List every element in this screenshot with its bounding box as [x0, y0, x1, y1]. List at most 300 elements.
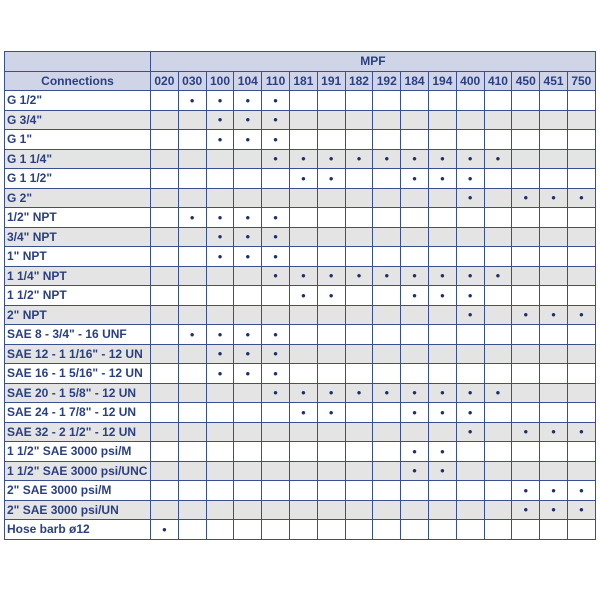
empty-cell: [178, 305, 206, 325]
empty-cell: [345, 247, 373, 267]
compatibility-dot: •: [206, 247, 234, 267]
empty-cell: [567, 403, 595, 423]
column-header-194: 194: [428, 71, 456, 91]
column-header-100: 100: [206, 71, 234, 91]
empty-cell: [512, 403, 540, 423]
table-row: [5, 520, 596, 540]
empty-cell: [484, 422, 512, 442]
empty-cell: [178, 247, 206, 267]
empty-cell: [373, 169, 401, 189]
compatibility-dot: •: [234, 247, 262, 267]
empty-cell: [373, 364, 401, 384]
empty-cell: [484, 344, 512, 364]
empty-cell: [373, 461, 401, 481]
compatibility-dot: •: [456, 422, 484, 442]
connections-compatibility-table: [4, 51, 596, 540]
compatibility-dot: •: [540, 305, 568, 325]
empty-cell: [456, 110, 484, 130]
empty-cell: [512, 91, 540, 111]
column-header-192: 192: [373, 71, 401, 91]
empty-cell: [373, 442, 401, 462]
empty-cell: [289, 110, 317, 130]
connection-label: G 1": [5, 130, 151, 150]
empty-cell: [484, 520, 512, 540]
empty-cell: [234, 149, 262, 169]
empty-cell: [317, 364, 345, 384]
empty-cell: [373, 403, 401, 423]
empty-cell: [428, 110, 456, 130]
compatibility-dot: •: [428, 403, 456, 423]
empty-cell: [567, 169, 595, 189]
connection-label: 3/4" NPT: [5, 227, 151, 247]
compatibility-dot: •: [373, 266, 401, 286]
compatibility-dot: •: [540, 422, 568, 442]
empty-cell: [151, 442, 179, 462]
compatibility-dot: •: [373, 383, 401, 403]
connection-label: 2" NPT: [5, 305, 151, 325]
compatibility-dot: •: [262, 130, 290, 150]
empty-cell: [484, 208, 512, 228]
empty-cell: [151, 91, 179, 111]
compatibility-dot: •: [456, 169, 484, 189]
empty-cell: [484, 305, 512, 325]
empty-cell: [345, 422, 373, 442]
empty-cell: [262, 169, 290, 189]
connection-label: 1 1/2" SAE 3000 psi/UNC: [5, 461, 151, 481]
empty-cell: [234, 520, 262, 540]
empty-cell: [151, 403, 179, 423]
empty-cell: [178, 110, 206, 130]
compatibility-dot: •: [512, 305, 540, 325]
connection-label: 2" SAE 3000 psi/UN: [5, 500, 151, 520]
table-row: [5, 344, 596, 364]
empty-cell: [206, 442, 234, 462]
empty-cell: [345, 286, 373, 306]
table-row: [5, 91, 596, 111]
empty-cell: [151, 227, 179, 247]
empty-cell: [484, 227, 512, 247]
empty-cell: [178, 383, 206, 403]
empty-cell: [428, 481, 456, 501]
table-row: [5, 130, 596, 150]
empty-cell: [234, 286, 262, 306]
compatibility-dot: •: [206, 110, 234, 130]
empty-cell: [373, 227, 401, 247]
empty-cell: [428, 422, 456, 442]
empty-cell: [428, 208, 456, 228]
connection-label: 1 1/2" NPT: [5, 286, 151, 306]
compatibility-dot: •: [401, 442, 429, 462]
compatibility-dot: •: [178, 91, 206, 111]
empty-cell: [317, 208, 345, 228]
empty-cell: [151, 500, 179, 520]
column-header-750: 750: [567, 71, 595, 91]
compatibility-dot: •: [401, 383, 429, 403]
empty-cell: [484, 325, 512, 345]
empty-cell: [428, 344, 456, 364]
empty-cell: [428, 188, 456, 208]
compatibility-dot: •: [567, 422, 595, 442]
empty-cell: [151, 383, 179, 403]
compatibility-dot: •: [484, 149, 512, 169]
connection-label: 1/2" NPT: [5, 208, 151, 228]
compatibility-dot: •: [567, 305, 595, 325]
empty-cell: [206, 500, 234, 520]
empty-cell: [289, 481, 317, 501]
compatibility-dot: •: [401, 286, 429, 306]
table-row: [5, 481, 596, 501]
empty-cell: [262, 520, 290, 540]
empty-cell: [512, 461, 540, 481]
empty-cell: [234, 403, 262, 423]
connection-label: 2" SAE 3000 psi/M: [5, 481, 151, 501]
compatibility-dot: •: [345, 383, 373, 403]
empty-cell: [484, 403, 512, 423]
table-row: [5, 403, 596, 423]
compatibility-dot: •: [345, 266, 373, 286]
compatibility-dot: •: [206, 208, 234, 228]
compatibility-dot: •: [178, 208, 206, 228]
table-row: [5, 188, 596, 208]
empty-cell: [373, 247, 401, 267]
empty-cell: [484, 364, 512, 384]
empty-cell: [540, 461, 568, 481]
compatibility-dot: •: [262, 383, 290, 403]
compatibility-dot: •: [456, 149, 484, 169]
empty-cell: [456, 344, 484, 364]
empty-cell: [567, 247, 595, 267]
empty-cell: [484, 169, 512, 189]
empty-cell: [345, 227, 373, 247]
empty-cell: [512, 208, 540, 228]
column-header-400: 400: [456, 71, 484, 91]
compatibility-dot: •: [234, 110, 262, 130]
compatibility-dot: •: [289, 286, 317, 306]
compatibility-dot: •: [234, 344, 262, 364]
table-body: [5, 91, 596, 540]
empty-cell: [512, 266, 540, 286]
connection-label: 1" NPT: [5, 247, 151, 267]
empty-cell: [456, 500, 484, 520]
compatibility-dot: •: [317, 286, 345, 306]
compatibility-dot: •: [262, 266, 290, 286]
empty-cell: [206, 403, 234, 423]
column-header-184: 184: [401, 71, 429, 91]
empty-cell: [289, 422, 317, 442]
empty-cell: [512, 442, 540, 462]
empty-cell: [567, 130, 595, 150]
empty-cell: [345, 403, 373, 423]
empty-cell: [234, 305, 262, 325]
empty-cell: [428, 130, 456, 150]
empty-cell: [262, 305, 290, 325]
empty-cell: [262, 422, 290, 442]
empty-cell: [428, 325, 456, 345]
empty-cell: [206, 286, 234, 306]
empty-cell: [484, 500, 512, 520]
empty-cell: [345, 520, 373, 540]
header-group-row: [5, 52, 596, 72]
empty-cell: [289, 442, 317, 462]
compatibility-dot: •: [289, 403, 317, 423]
empty-cell: [345, 500, 373, 520]
empty-cell: [540, 130, 568, 150]
empty-cell: [151, 110, 179, 130]
column-header-104: 104: [234, 71, 262, 91]
empty-cell: [484, 461, 512, 481]
empty-cell: [151, 364, 179, 384]
empty-cell: [401, 208, 429, 228]
empty-cell: [540, 383, 568, 403]
compatibility-dot: •: [262, 364, 290, 384]
compatibility-dot: •: [401, 169, 429, 189]
compatibility-dot: •: [206, 227, 234, 247]
table-row: [5, 286, 596, 306]
compatibility-dot: •: [456, 305, 484, 325]
table-row: [5, 364, 596, 384]
empty-cell: [567, 383, 595, 403]
compatibility-dot: •: [317, 266, 345, 286]
empty-cell: [262, 286, 290, 306]
empty-cell: [540, 110, 568, 130]
compatibility-dot: •: [289, 149, 317, 169]
empty-cell: [512, 364, 540, 384]
compatibility-dot: •: [456, 383, 484, 403]
compatibility-dot: •: [512, 188, 540, 208]
compatibility-dot: •: [234, 91, 262, 111]
connection-label: 1 1/4" NPT: [5, 266, 151, 286]
empty-cell: [262, 188, 290, 208]
empty-cell: [484, 442, 512, 462]
column-header-410: 410: [484, 71, 512, 91]
empty-cell: [178, 227, 206, 247]
compatibility-dot: •: [567, 188, 595, 208]
empty-cell: [373, 305, 401, 325]
empty-cell: [540, 344, 568, 364]
empty-cell: [484, 130, 512, 150]
connection-label: G 3/4": [5, 110, 151, 130]
empty-cell: [456, 247, 484, 267]
empty-cell: [401, 364, 429, 384]
empty-cell: [512, 520, 540, 540]
empty-cell: [178, 422, 206, 442]
compatibility-dot: •: [484, 266, 512, 286]
connection-label: SAE 24 - 1 7/8" - 12 UN: [5, 403, 151, 423]
empty-cell: [178, 500, 206, 520]
empty-cell: [234, 481, 262, 501]
empty-cell: [567, 442, 595, 462]
empty-cell: [345, 208, 373, 228]
table-row: [5, 208, 596, 228]
empty-cell: [289, 461, 317, 481]
empty-cell: [512, 130, 540, 150]
compatibility-dot: •: [373, 149, 401, 169]
empty-cell: [373, 110, 401, 130]
empty-cell: [345, 169, 373, 189]
compatibility-dot: •: [540, 481, 568, 501]
compatibility-dot: •: [206, 344, 234, 364]
empty-cell: [401, 130, 429, 150]
empty-cell: [317, 247, 345, 267]
empty-cell: [484, 91, 512, 111]
empty-cell: [345, 305, 373, 325]
empty-cell: [567, 286, 595, 306]
empty-cell: [345, 110, 373, 130]
empty-cell: [151, 422, 179, 442]
empty-cell: [540, 364, 568, 384]
empty-cell: [345, 364, 373, 384]
empty-cell: [401, 110, 429, 130]
empty-cell: [512, 383, 540, 403]
compatibility-table-wrapper: [4, 51, 596, 540]
empty-cell: [373, 286, 401, 306]
empty-cell: [289, 520, 317, 540]
empty-cell: [540, 149, 568, 169]
compatibility-dot: •: [428, 149, 456, 169]
empty-cell: [178, 169, 206, 189]
empty-cell: [317, 110, 345, 130]
compatibility-dot: •: [456, 286, 484, 306]
compatibility-dot: •: [234, 208, 262, 228]
compatibility-dot: •: [456, 266, 484, 286]
empty-cell: [345, 188, 373, 208]
empty-cell: [151, 149, 179, 169]
empty-cell: [456, 481, 484, 501]
empty-cell: [206, 383, 234, 403]
empty-cell: [317, 461, 345, 481]
empty-cell: [373, 91, 401, 111]
empty-cell: [345, 344, 373, 364]
empty-cell: [151, 286, 179, 306]
empty-cell: [456, 364, 484, 384]
empty-cell: [484, 286, 512, 306]
empty-cell: [456, 520, 484, 540]
empty-cell: [345, 91, 373, 111]
compatibility-dot: •: [262, 110, 290, 130]
column-header-182: 182: [345, 71, 373, 91]
empty-cell: [456, 91, 484, 111]
connection-label: SAE 8 - 3/4" - 16 UNF: [5, 325, 151, 345]
empty-cell: [151, 247, 179, 267]
empty-cell: [317, 227, 345, 247]
empty-cell: [317, 500, 345, 520]
empty-cell: [151, 266, 179, 286]
empty-cell: [317, 481, 345, 501]
empty-cell: [262, 461, 290, 481]
empty-cell: [401, 188, 429, 208]
table-row: [5, 325, 596, 345]
empty-cell: [317, 422, 345, 442]
compatibility-dot: •: [206, 130, 234, 150]
empty-cell: [151, 188, 179, 208]
empty-cell: [289, 247, 317, 267]
empty-cell: [373, 130, 401, 150]
table-row: [5, 266, 596, 286]
mpf-group-header: MPF: [151, 52, 596, 72]
header-blank-cell: [5, 52, 151, 72]
empty-cell: [289, 208, 317, 228]
empty-cell: [373, 188, 401, 208]
empty-cell: [178, 149, 206, 169]
empty-cell: [289, 305, 317, 325]
column-header-110: 110: [262, 71, 290, 91]
compatibility-dot: •: [512, 481, 540, 501]
compatibility-dot: •: [234, 227, 262, 247]
empty-cell: [151, 325, 179, 345]
empty-cell: [234, 422, 262, 442]
empty-cell: [151, 461, 179, 481]
empty-cell: [289, 344, 317, 364]
compatibility-dot: •: [456, 403, 484, 423]
empty-cell: [373, 208, 401, 228]
table-row: [5, 169, 596, 189]
empty-cell: [262, 403, 290, 423]
empty-cell: [262, 442, 290, 462]
empty-cell: [567, 364, 595, 384]
compatibility-dot: •: [428, 461, 456, 481]
empty-cell: [151, 208, 179, 228]
empty-cell: [428, 500, 456, 520]
compatibility-dot: •: [262, 325, 290, 345]
empty-cell: [567, 91, 595, 111]
empty-cell: [567, 461, 595, 481]
column-header-020: 020: [151, 71, 179, 91]
compatibility-dot: •: [484, 383, 512, 403]
connection-label: G 2": [5, 188, 151, 208]
empty-cell: [401, 422, 429, 442]
column-header-451: 451: [540, 71, 568, 91]
empty-cell: [512, 344, 540, 364]
empty-cell: [401, 325, 429, 345]
empty-cell: [373, 422, 401, 442]
empty-cell: [206, 422, 234, 442]
empty-cell: [567, 208, 595, 228]
empty-cell: [540, 208, 568, 228]
connection-label: SAE 32 - 2 1/2" - 12 UN: [5, 422, 151, 442]
empty-cell: [178, 130, 206, 150]
empty-cell: [428, 305, 456, 325]
empty-cell: [373, 325, 401, 345]
compatibility-dot: •: [401, 403, 429, 423]
empty-cell: [234, 383, 262, 403]
compatibility-dot: •: [206, 364, 234, 384]
compatibility-dot: •: [262, 247, 290, 267]
compatibility-dot: •: [428, 266, 456, 286]
compatibility-dot: •: [317, 169, 345, 189]
empty-cell: [206, 520, 234, 540]
connections-header: Connections: [5, 71, 151, 91]
empty-cell: [317, 520, 345, 540]
compatibility-dot: •: [317, 383, 345, 403]
table-row: [5, 422, 596, 442]
empty-cell: [373, 481, 401, 501]
empty-cell: [317, 325, 345, 345]
empty-cell: [178, 481, 206, 501]
empty-cell: [484, 110, 512, 130]
empty-cell: [512, 169, 540, 189]
empty-cell: [206, 266, 234, 286]
empty-cell: [234, 169, 262, 189]
empty-cell: [234, 188, 262, 208]
empty-cell: [178, 266, 206, 286]
empty-cell: [512, 110, 540, 130]
empty-cell: [456, 208, 484, 228]
empty-cell: [428, 247, 456, 267]
compatibility-dot: •: [206, 325, 234, 345]
empty-cell: [206, 188, 234, 208]
compatibility-dot: •: [456, 188, 484, 208]
compatibility-dot: •: [234, 325, 262, 345]
